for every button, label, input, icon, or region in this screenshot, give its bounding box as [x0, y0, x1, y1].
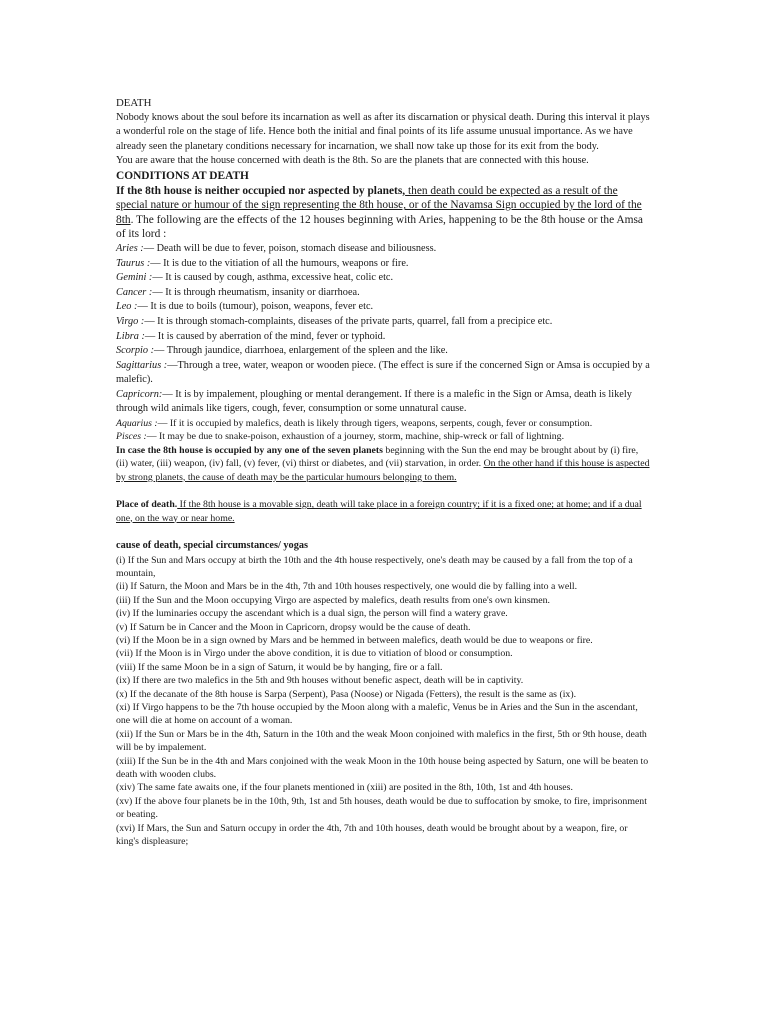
sign-name: Aquarius :: [116, 418, 158, 430]
sign-item-taurus: [116, 257, 652, 272]
sign-item-libra: [116, 330, 652, 345]
place-label: Place of death.: [116, 499, 178, 511]
yoga-item: (vii) If the Moon is in Virgo under the above condition, it is due to vitiation of blood or consumption.: [116, 648, 513, 660]
sign-name: Cancer :: [116, 286, 153, 298]
sign-name: Taurus :: [116, 257, 151, 269]
sign-item-pisces: [116, 430, 652, 443]
intro-paragraph-1: Nobody knows about the soul before its incarnation as well as after its discarnation or physical death. During this interval it plays a wonderful role on the stage of life. Hence both the initial and final points of its life assume unusual importance. As we have already seen the planetary conditions necessary for incarnation, we shall now take up those for its exit from the body.: [116, 111, 650, 152]
conditions-heading: CONDITIONS AT DEATH: [116, 169, 249, 182]
place-of-death-paragraph: [116, 498, 652, 525]
sign-name: Sagittarius :: [116, 359, 168, 371]
sign-name: Pisces :: [116, 431, 147, 443]
occupied-underlined-text: On the other hand if this house is aspected by strong planets, the cause of death may be the particular humours belonging to them.: [116, 458, 650, 483]
place-text: If the 8th house is a movable sign, death will take place in a foreign country; if it is a fixed one; at home; and if a dual one, on the way or near home.: [116, 499, 642, 524]
sign-name: Scorpio :: [116, 345, 155, 357]
yoga-item: (xiv) The same fate awaits one, if the four planets mentioned in (xiii) are posited in the 8th, 10th, 1st and 4th houses.: [116, 782, 573, 794]
yogas-heading: cause of death, special circumstances/ yogas: [116, 539, 309, 551]
yoga-item: (iv) If the luminaries occupy the ascendant which is a dual sign, the person will find a watery grave.: [116, 608, 508, 620]
sign-item-virgo: [116, 315, 652, 330]
sign-name: Virgo :: [116, 315, 145, 327]
sign-name: Aries :: [116, 242, 144, 254]
yogas-list: [116, 554, 652, 849]
sign-item-aries: [116, 242, 652, 257]
document-page: [116, 96, 652, 848]
conditions-lead-paragraph: [116, 184, 652, 242]
yoga-item: (xiii) If the Sun be in the 4th and Mars conjoined with the weak Moon in the 10th house being aspected by Saturn, one will be beaten to death with wooden clubs.: [116, 755, 649, 780]
sign-effect: — Death will be due to fever, poison, stomach disease and biliousness.: [143, 242, 437, 254]
sign-effect: — It is due to boils (tumour), poison, weapons, fever etc.: [137, 301, 374, 313]
lead-rest-text: . The following are the effects of the 12 houses beginning with Aries, happening to be the 8th house or the Amsa of its lord :: [116, 213, 643, 241]
sign-item-scorpio: [116, 344, 652, 359]
section-spacer: [116, 525, 652, 539]
sign-item-sagittarius: [116, 359, 652, 388]
sign-name: Libra :: [116, 330, 145, 342]
sign-item-leo: [116, 300, 652, 315]
page-title: DEATH: [116, 97, 152, 109]
yoga-item: (x) If the decanate of the 8th house is Sarpa (Serpent), Pasa (Noose) or Nigada (Fetters), the result is the same as (ix).: [116, 688, 577, 700]
section-spacer: [116, 484, 652, 498]
occupied-bold-text: In case the 8th house is occupied by any one of the seven planets: [116, 444, 383, 456]
yoga-item: (iii) If the Sun and the Moon occupying Virgo are aspected by malefics, death results from one's own kinsmen.: [116, 594, 550, 606]
yoga-item: (xv) If the above four planets be in the 10th, 9th, 1st and 5th houses, death would be due to suffocation by smoke, to fire, imprisonment or beating.: [116, 795, 647, 821]
yoga-item: (xvi) If Mars, the Sun and Saturn occupy in order the 4th, 7th and 10th houses, death would be brought about by a weapon, fire, or king's displeasure;: [116, 822, 628, 848]
intro-paragraph-2: You are aware that the house concerned with death is the 8th. So are the planets that are connected with this house.: [116, 155, 589, 167]
occupied-rest-text: beginning with the Sun the end may be brought about by (i) fire, (ii) water, (iii) weapon, (iv) fall, (v) fever, (vi) thirst or diabetes, and (vii) starvation, in order.: [116, 444, 639, 470]
sign-item-gemini: [116, 271, 652, 286]
sign-item-aquarius: [116, 417, 652, 430]
sign-effect: — It is caused by aberration of the mind, fever or typhoid.: [144, 330, 386, 342]
yoga-item: (xii) If the Sun or Mars be in the 4th, Saturn in the 10th and the weak Moon conjoined with malefics in the first, 5th or 9th house, death will be by impalement.: [116, 728, 647, 754]
sign-item-capricorn: [116, 388, 652, 417]
yoga-item: (ii) If Saturn, the Moon and Mars be in the 4th, 7th and 10th houses respectively, one would die by falling into a well.: [116, 581, 578, 593]
occupied-paragraph: [116, 444, 652, 484]
yoga-item: (viii) If the same Moon be in a sign of Saturn, it would be by hanging, fire or a fall.: [116, 661, 443, 673]
sign-name: Capricorn:: [116, 388, 163, 400]
sign-effect: — It is by impalement, ploughing or mental derangement. If there is a malefic in the Sign or Amsa, death is likely through wild animals like tigers, cough, fever, consumption or some unnatural cause.: [116, 388, 632, 415]
sign-effect: — It is due to the vitiation of all the humours, weapons or fire.: [150, 257, 409, 269]
sign-effect: — If it is occupied by malefics, death is likely through tigers, weapons, serpents, cough, fever or consumption.: [157, 418, 593, 430]
yoga-item: (vi) If the Moon be in a sign owned by Mars and be hemmed in between malefics, death would be due to weapons or fire.: [116, 634, 593, 646]
yoga-item: (i) If the Sun and Mars occupy at birth the 10th and the 4th house respectively, one's death may be caused by a fall from the top of a mountain,: [116, 554, 633, 579]
sign-effect: — Through jaundice, diarrhoea, enlargement of the spleen and the like.: [154, 345, 448, 357]
sign-effect: — It is through stomach-complaints, diseases of the private parts, quarrel, fall from a precipice etc.: [144, 315, 553, 327]
sign-name: Gemini :: [116, 272, 153, 284]
sign-effect: —Through a tree, water, weapon or wooden piece. (The effect is sure if the concerned Sign or Amsa is occupied by a malefic).: [116, 359, 650, 386]
sign-name: Leo :: [116, 301, 138, 313]
lead-underlined-text: then death could be expected as a result of the special nature or humour of the sign representing the 8th house, or of the Navamsa Sign occupied by the lord of the 8th: [116, 184, 642, 226]
sign-effect: — It may be due to snake-poison, exhaustion of a journey, storm, machine, ship-wreck or fall of lightning.: [146, 431, 565, 443]
sign-effects-list: [116, 242, 652, 444]
sign-item-cancer: [116, 286, 652, 301]
sign-effect: — It is caused by cough, asthma, excessive heat, colic etc.: [152, 272, 394, 284]
sign-effect: — It is through rheumatism, insanity or diarrhoea.: [152, 286, 360, 298]
lead-bold-text: If the 8th house is neither occupied nor aspected by planets,: [116, 184, 406, 197]
yoga-item: (v) If Saturn be in Cancer and the Moon in Capricorn, dropsy would be the cause of death.: [116, 621, 471, 633]
yoga-item: (xi) If Virgo happens to be the 7th house occupied by the Moon along with a malefic, Venus be in Aries and the Sun in the ascendant, one will die at home on account of a woman.: [116, 701, 638, 727]
yoga-item: (ix) If there are two malefics in the 5th and 9th houses without benefic aspect, death will be in captivity.: [116, 675, 524, 687]
